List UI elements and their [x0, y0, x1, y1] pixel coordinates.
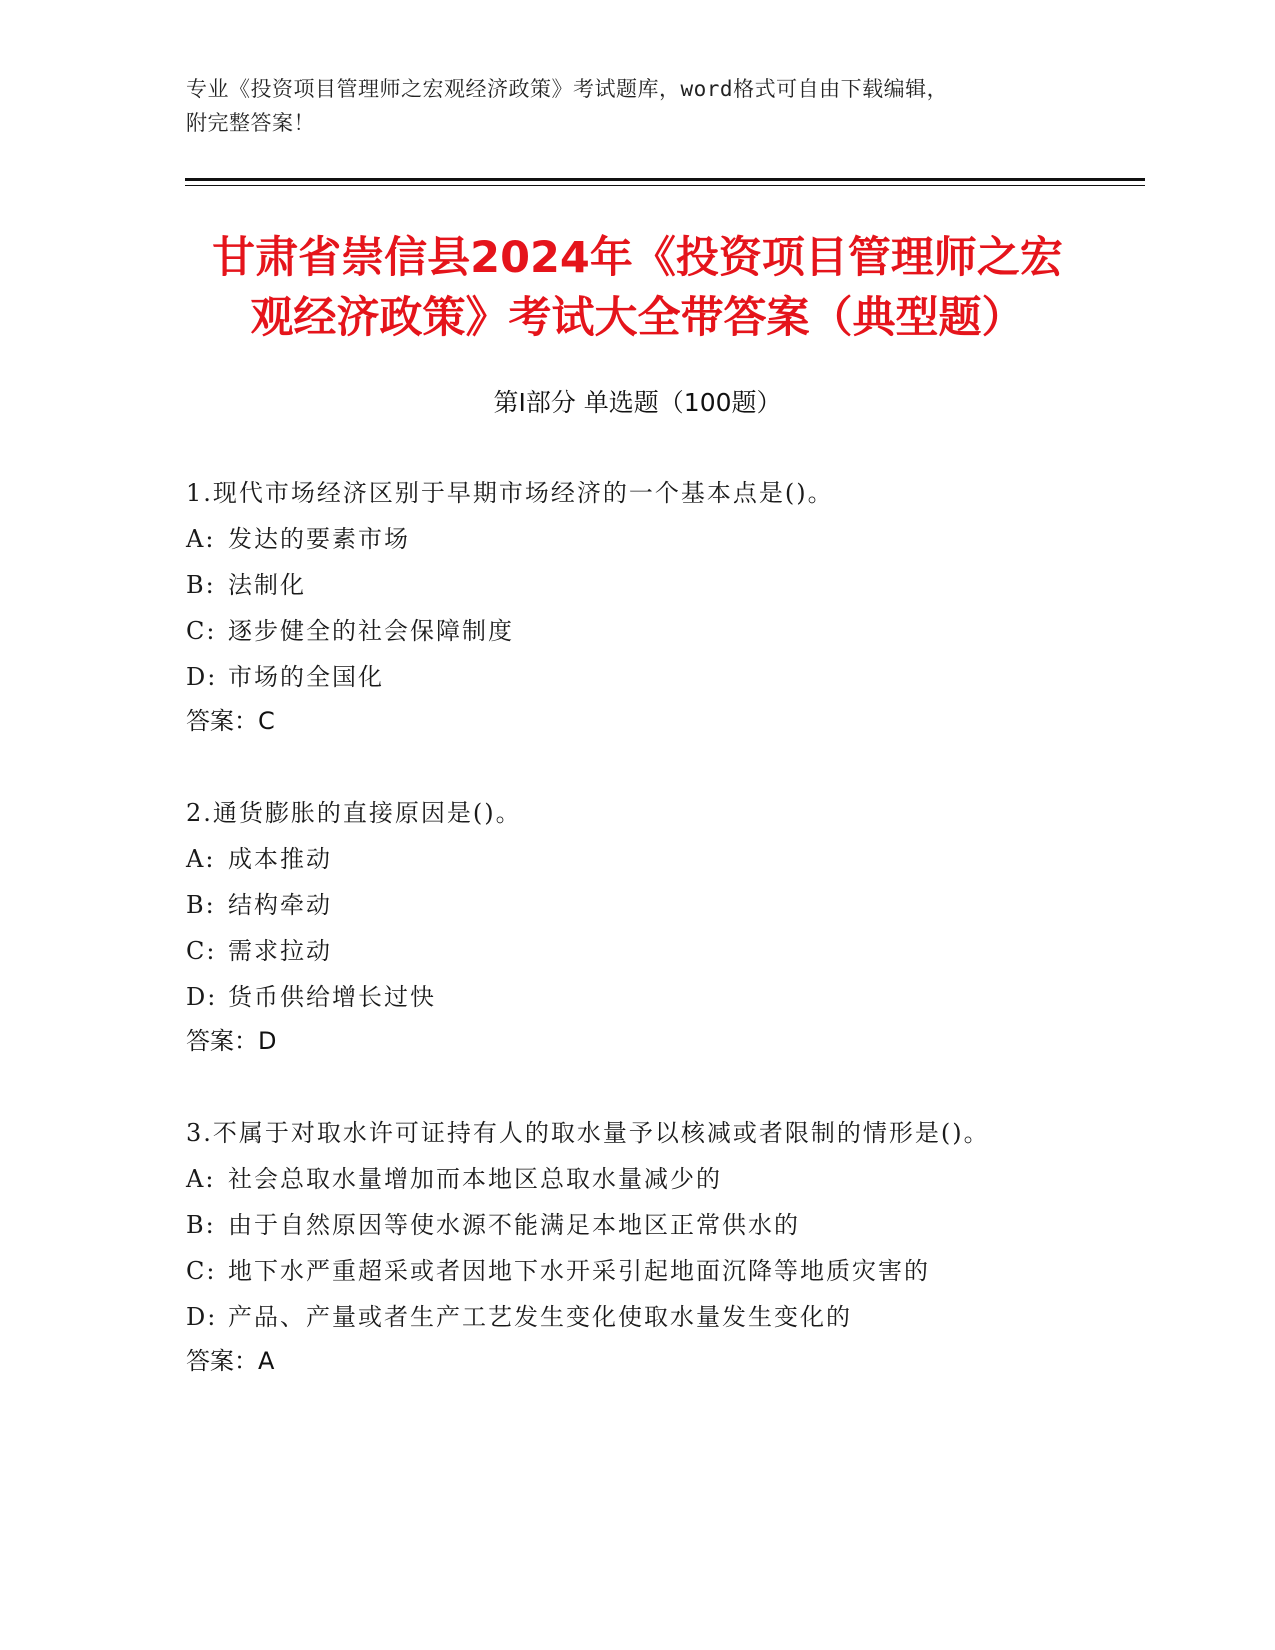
- option-letter: C:: [186, 617, 217, 645]
- question-3: [186, 1110, 1066, 1382]
- question-1: [186, 470, 1066, 742]
- header-divider-thick: [185, 178, 1145, 181]
- header-note-line-1: 专业《投资项目管理师之宏观经济政策》考试题库，word格式可自由下载编辑，: [186, 77, 949, 101]
- option-letter: D:: [186, 663, 218, 691]
- option-letter: C:: [186, 1257, 217, 1285]
- option-text: 市场的全国化: [228, 663, 384, 691]
- option-text: 结构牵动: [228, 891, 332, 919]
- option-text: 发达的要素市场: [228, 525, 410, 553]
- option-letter: B:: [186, 891, 216, 919]
- option-letter: A:: [186, 1165, 216, 1193]
- document-title: [150, 228, 1125, 348]
- option-letter: B:: [186, 1211, 216, 1239]
- option-d: [186, 1294, 1066, 1340]
- option-letter: D:: [186, 983, 218, 1011]
- option-text: 法制化: [228, 571, 306, 599]
- option-a: [186, 1156, 1066, 1202]
- option-a: [186, 516, 1066, 562]
- question-2: [186, 790, 1066, 1062]
- answer-line: 答案：A: [186, 1347, 275, 1375]
- question-stem: 2.通货膨胀的直接原因是()。: [186, 799, 522, 827]
- option-letter: A:: [186, 845, 216, 873]
- option-text: 需求拉动: [228, 937, 332, 965]
- option-c: [186, 1248, 1066, 1294]
- option-d: [186, 654, 1066, 700]
- option-letter: B:: [186, 571, 216, 599]
- question-stem: 3.不属于对取水许可证持有人的取水量予以核减或者限制的情形是()。: [186, 1119, 990, 1147]
- option-b: [186, 1202, 1066, 1248]
- option-letter: C:: [186, 937, 217, 965]
- header-divider-thin: [185, 185, 1145, 186]
- option-c: [186, 608, 1066, 654]
- option-text: 逐步健全的社会保障制度: [228, 617, 514, 645]
- option-b: [186, 562, 1066, 608]
- option-text: 地下水严重超采或者因地下水开采引起地面沉降等地质灾害的: [228, 1257, 930, 1285]
- answer-line: 答案：D: [186, 1027, 277, 1055]
- question-list: [186, 470, 1066, 1430]
- option-text: 成本推动: [228, 845, 332, 873]
- option-c: [186, 928, 1066, 974]
- answer-line: 答案：C: [186, 707, 275, 735]
- option-letter: D:: [186, 1303, 218, 1331]
- document-title-line-1: 甘肃省崇信县2024年《投资项目管理师之宏: [212, 233, 1063, 283]
- option-d: [186, 974, 1066, 1020]
- option-text: 由于自然原因等使水源不能满足本地区正常供水的: [228, 1211, 800, 1239]
- option-b: [186, 882, 1066, 928]
- option-text: 社会总取水量增加而本地区总取水量减少的: [228, 1165, 722, 1193]
- header-note: [186, 72, 1086, 140]
- option-text: 产品、产量或者生产工艺发生变化使取水量发生变化的: [228, 1303, 852, 1331]
- option-a: [186, 836, 1066, 882]
- header-note-line-2: 附完整答案！: [186, 111, 315, 135]
- document-title-line-2: 观经济政策》考试大全带答案（典型题）: [250, 293, 1025, 343]
- section-heading: 第Ⅰ部分 单选题（100题）: [493, 388, 782, 417]
- option-letter: A:: [186, 525, 216, 553]
- question-stem: 1.现代市场经济区别于早期市场经济的一个基本点是()。: [186, 479, 834, 507]
- option-text: 货币供给增长过快: [228, 983, 436, 1011]
